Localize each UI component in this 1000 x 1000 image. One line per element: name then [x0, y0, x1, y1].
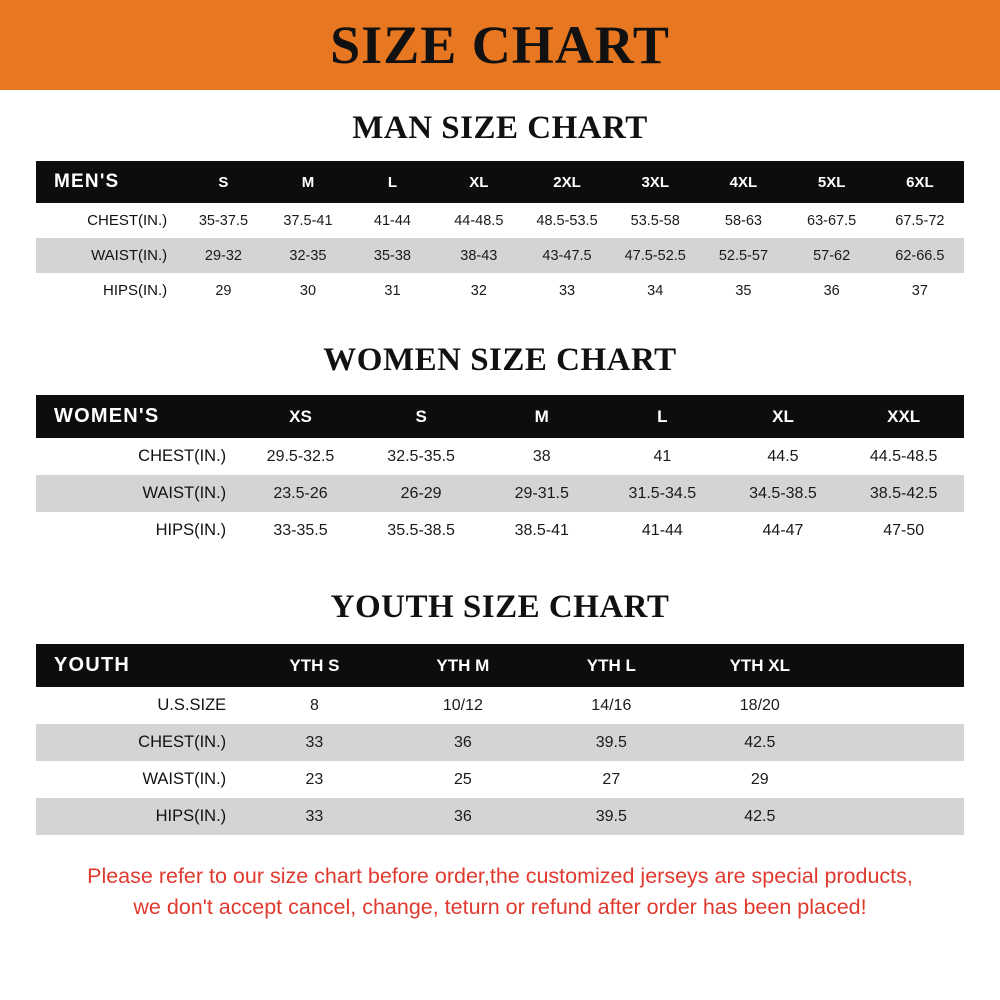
table-row — [36, 203, 964, 238]
measurement-cell: 32.5-35.5 — [387, 447, 455, 465]
measurement-cell: 30 — [299, 282, 317, 299]
youth-size-table — [36, 644, 964, 835]
measurement-cell: 53.5-58 — [630, 212, 680, 229]
women-size-table — [36, 395, 964, 549]
youth-size-header-yth-l: YTH L — [586, 655, 636, 675]
spacer-cell — [834, 687, 964, 724]
measurement-cell: 44.5-48.5 — [869, 447, 938, 465]
measurement-cell: 26-29 — [400, 484, 442, 502]
measurement-cell: 52.5-57 — [718, 247, 769, 264]
measurement-cell: 14/16 — [591, 696, 632, 714]
measurement-cell: 36 — [453, 807, 472, 825]
row-label: WAIST(IN.) — [142, 484, 227, 502]
measurement-cell: 8 — [309, 696, 319, 714]
man-size-header-6xl: 6XL — [906, 173, 934, 191]
women-table-body — [36, 438, 964, 549]
man-size-header-5xl: 5XL — [817, 173, 846, 191]
women-size-header-m: M — [534, 406, 549, 426]
measurement-cell: 31.5-34.5 — [628, 484, 697, 502]
measurement-cell: 47.5-52.5 — [624, 247, 686, 264]
measurement-cell: 62-66.5 — [895, 247, 945, 264]
measurement-cell: 32-35 — [289, 247, 327, 264]
measurement-cell: 42.5 — [744, 807, 776, 825]
row-label: HIPS(IN.) — [103, 282, 168, 299]
measurement-cell: 36 — [823, 282, 840, 299]
measurement-cell: 33 — [558, 282, 576, 299]
table-row — [36, 273, 964, 308]
notice-line-1: Please refer to our size chart before order,the customized jerseys are special products, — [87, 864, 913, 888]
measurement-cell: 33-35.5 — [273, 521, 328, 539]
row-label: WAIST(IN.) — [91, 247, 168, 264]
notice-text — [0, 861, 1000, 923]
row-label: CHEST(IN.) — [87, 212, 168, 229]
measurement-cell: 44-48.5 — [454, 212, 504, 229]
measurement-cell: 37.5-41 — [283, 212, 333, 229]
measurement-cell: 29 — [750, 770, 769, 788]
table-row — [36, 238, 964, 273]
row-label: HIPS(IN.) — [155, 807, 227, 825]
measurement-cell: 48.5-53.5 — [536, 212, 598, 229]
youth-table-header — [36, 644, 964, 687]
table-row — [36, 475, 964, 512]
row-label: WAIST(IN.) — [142, 770, 227, 788]
measurement-cell: 38 — [532, 447, 551, 465]
women-row-label-header: WOMEN'S — [54, 405, 160, 427]
measurement-cell: 35 — [735, 282, 752, 299]
youth-table-body — [36, 687, 964, 835]
man-size-header-4xl: 4XL — [729, 173, 758, 191]
row-label: HIPS(IN.) — [155, 521, 227, 539]
measurement-cell: 34 — [647, 282, 664, 299]
youth-size-header-yth-s: YTH S — [289, 655, 340, 675]
women-table-header — [36, 395, 964, 438]
measurement-cell: 27 — [602, 770, 621, 788]
measurement-cell: 58-63 — [724, 212, 762, 229]
measurement-cell: 63-67.5 — [807, 212, 857, 229]
women-size-header-xs: XS — [289, 406, 312, 426]
row-label: U.S.SIZE — [157, 696, 227, 714]
man-size-header-2xl: 2XL — [553, 173, 581, 191]
table-row — [36, 687, 964, 724]
measurement-cell: 35.5-38.5 — [387, 521, 455, 539]
measurement-cell: 25 — [453, 770, 472, 788]
measurement-cell: 33 — [305, 807, 324, 825]
measurement-cell: 43-47.5 — [542, 247, 592, 264]
measurement-cell: 38-43 — [460, 247, 498, 264]
measurement-cell: 38.5-41 — [514, 521, 569, 539]
youth-size-header-yth-xl: YTH XL — [729, 655, 791, 675]
man-size-header-3xl: 3XL — [641, 173, 669, 191]
table-row — [36, 512, 964, 549]
measurement-cell: 39.5 — [595, 807, 627, 825]
man-table-header — [36, 161, 964, 203]
measurement-cell: 31 — [384, 282, 401, 299]
row-label: CHEST(IN.) — [138, 733, 227, 751]
measurement-cell: 32 — [470, 282, 487, 299]
measurement-cell: 23.5-26 — [273, 484, 328, 502]
measurement-cell: 29.5-32.5 — [266, 447, 335, 465]
women-size-header-xl: XL — [772, 406, 794, 426]
measurement-cell: 37 — [911, 282, 928, 299]
table-row — [36, 761, 964, 798]
youth-table-wrap — [0, 644, 1000, 835]
women-table-wrap — [0, 395, 1000, 549]
women-section-title: WOMEN SIZE CHART — [323, 342, 677, 378]
measurement-cell: 34.5-38.5 — [749, 484, 817, 502]
man-section-title: MAN SIZE CHART — [352, 110, 648, 146]
measurement-cell: 35-37.5 — [198, 212, 249, 229]
man-row-label-header: MEN'S — [54, 171, 120, 192]
man-table-wrap — [0, 161, 1000, 308]
measurement-cell: 29-32 — [204, 247, 242, 264]
spacer-cell — [834, 798, 964, 835]
measurement-cell: 41 — [653, 447, 672, 465]
measurement-cell: 67.5-72 — [895, 212, 945, 229]
man-size-table — [36, 161, 964, 308]
measurement-cell: 57-62 — [813, 247, 851, 264]
man-size-header-m: M — [301, 173, 315, 191]
measurement-cell: 29 — [215, 282, 232, 299]
table-row — [36, 798, 964, 835]
measurement-cell: 41-44 — [641, 521, 683, 539]
spacer-cell — [834, 761, 964, 798]
banner — [0, 0, 1000, 90]
measurement-cell: 41-44 — [373, 212, 411, 229]
women-size-header-xxl: XXL — [887, 406, 921, 426]
youth-header-spacer — [834, 644, 964, 687]
man-table-body — [36, 203, 964, 308]
measurement-cell: 47-50 — [883, 521, 925, 539]
measurement-cell: 44-47 — [762, 521, 804, 539]
measurement-cell: 38.5-42.5 — [869, 484, 938, 502]
youth-size-header-yth-m: YTH M — [436, 655, 490, 675]
man-size-header-l: L — [387, 173, 398, 191]
measurement-cell: 33 — [305, 733, 324, 751]
measurement-cell: 35-38 — [373, 247, 411, 264]
youth-section-title: YOUTH SIZE CHART — [330, 589, 670, 625]
youth-row-label-header: YOUTH — [54, 654, 130, 676]
measurement-cell: 39.5 — [595, 733, 627, 751]
measurement-cell: 44.5 — [767, 447, 799, 465]
notice-line-2: we don't accept cancel, change, teturn or refund after order has been placed! — [133, 895, 867, 920]
women-size-header-l: L — [657, 406, 668, 426]
table-row — [36, 438, 964, 475]
table-row — [36, 724, 964, 761]
spacer-cell — [834, 724, 964, 761]
measurement-cell: 10/12 — [442, 696, 483, 714]
man-size-header-xl: XL — [469, 173, 489, 191]
row-label: CHEST(IN.) — [138, 447, 227, 465]
measurement-cell: 18/20 — [739, 696, 780, 714]
measurement-cell: 42.5 — [744, 733, 776, 751]
measurement-cell: 36 — [453, 733, 472, 751]
measurement-cell: 29-31.5 — [514, 484, 569, 502]
measurement-cell: 23 — [305, 770, 324, 788]
women-size-header-s: S — [415, 406, 427, 426]
page-title: SIZE CHART — [330, 15, 670, 75]
man-size-header-s: S — [218, 173, 229, 191]
